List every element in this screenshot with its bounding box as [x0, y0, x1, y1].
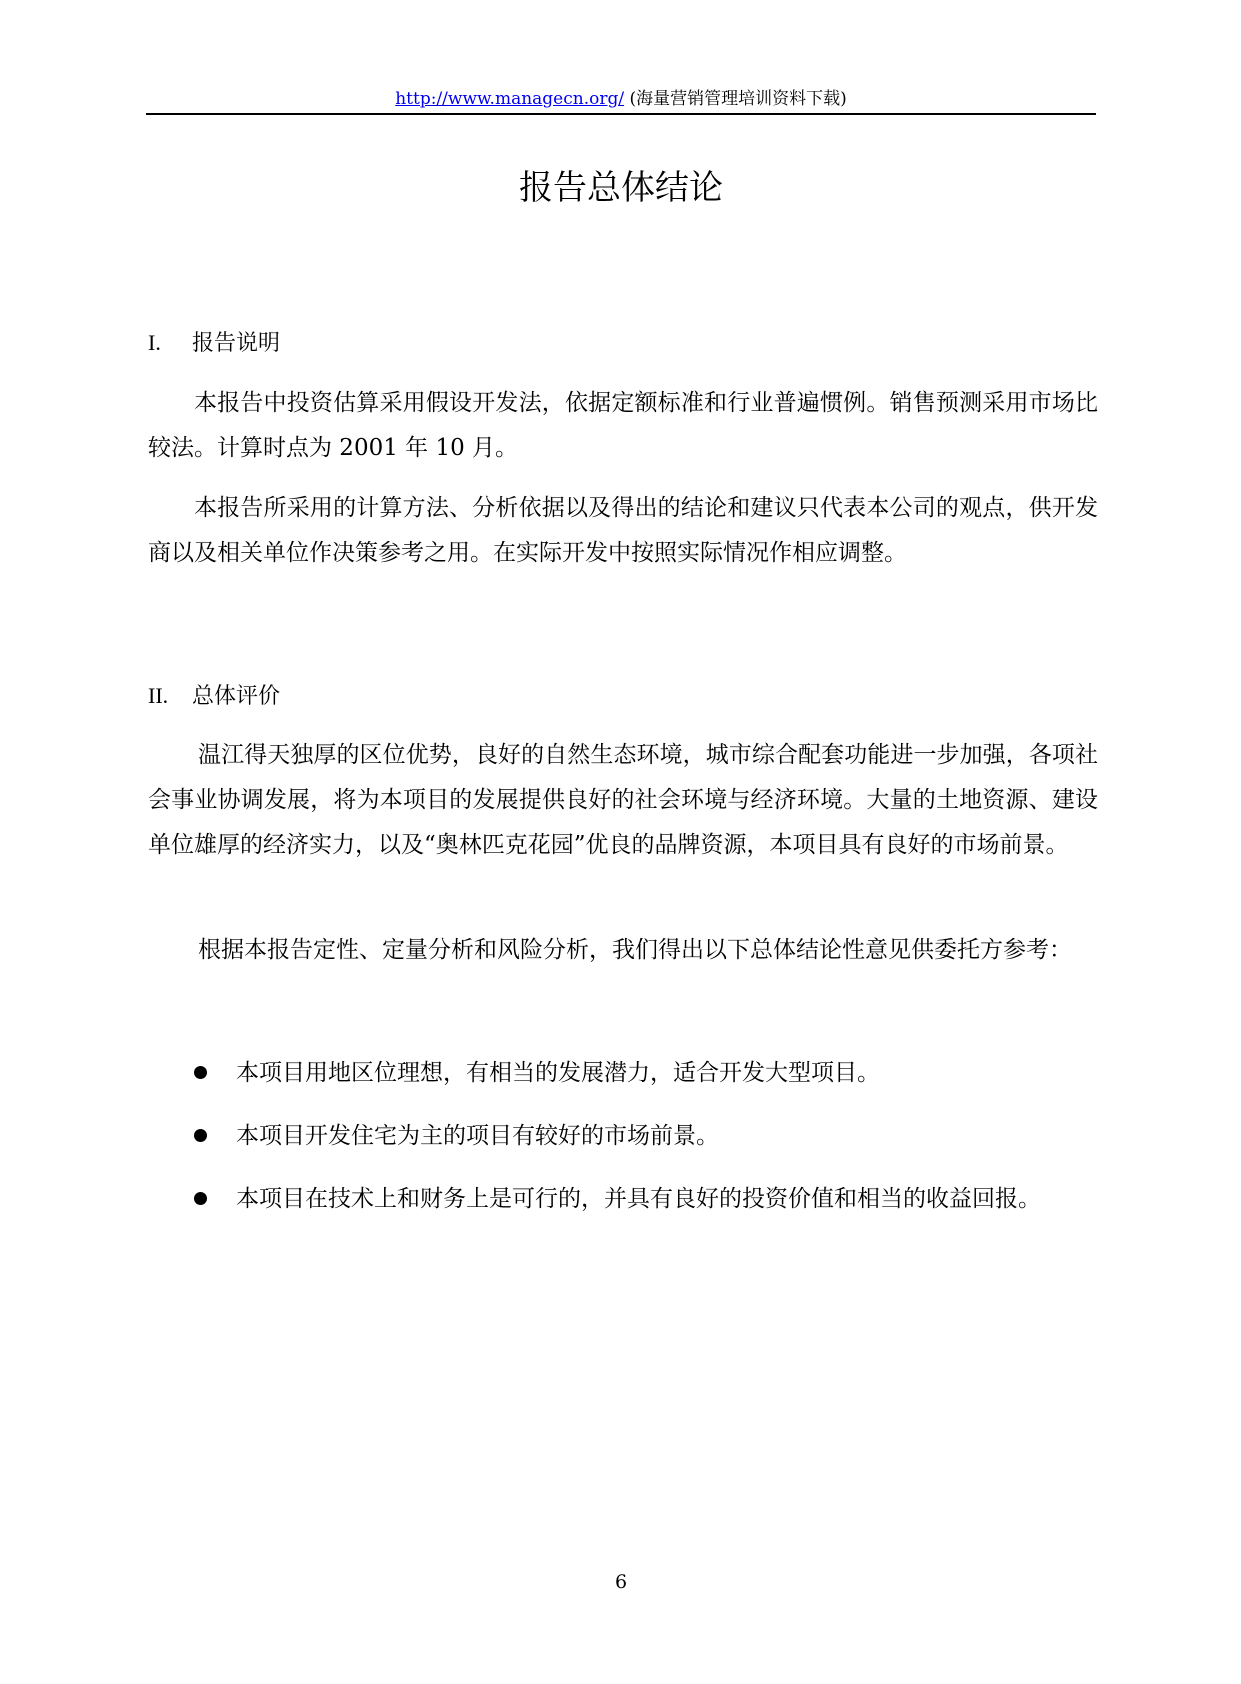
header-suffix: (海量营销管理培训资料下载) — [624, 89, 847, 109]
section-heading-1 — [148, 328, 280, 359]
page-header — [146, 88, 1096, 110]
section-title-2: 总体评价 — [192, 684, 281, 709]
header-divider — [146, 113, 1096, 115]
list-item-text: 本项目开发住宅为主的项目有较好的市场前景。 — [236, 1123, 719, 1149]
list-item — [148, 1184, 1098, 1247]
section-number-1: I. — [148, 330, 161, 355]
page-title: 报告总体结论 — [519, 168, 723, 208]
section-heading-2 — [148, 681, 280, 712]
bullet-icon — [194, 1192, 207, 1205]
bullet-icon — [194, 1066, 207, 1079]
section-1-paragraph-1: 本报告中投资估算采用假设开发法，依据定额标准和行业普遍惯例。销售预测采用市场比较法。计算时点为 2001 年 10 月。 — [148, 390, 1098, 461]
page-number: 6 — [614, 1571, 628, 1593]
list-item-text: 本项目在技术上和财务上是可行的，并具有良好的投资价值和相当的收益回报。 — [236, 1186, 1041, 1212]
section-2-paragraph-1: 温江得天独厚的区位优势，良好的自然生态环境，城市综合配套功能进一步加强，各项社会事业协调发展，将为本项目的发展提供良好的社会环境与经济环境。大量的土地资源、建设单位雄厚的经济实力，以及“奥林匹克花园”优良的品牌资源，本项目具有良好的市场前景。 — [148, 742, 1098, 858]
conclusion-list — [148, 1058, 1098, 1247]
list-item-text: 本项目用地区位理想，有相当的发展潜力，适合开发大型项目。 — [236, 1060, 880, 1086]
list-item — [148, 1121, 1098, 1184]
list-item — [148, 1058, 1098, 1121]
section-number-2: II. — [148, 683, 169, 708]
section-1-paragraph-2: 本报告所采用的计算方法、分析依据以及得出的结论和建议只代表本公司的观点，供开发商以及相关单位作决策参考之用。在实际开发中按照实际情况作相应调整。 — [148, 495, 1098, 566]
bullet-icon — [194, 1129, 207, 1142]
section-title-1: 报告说明 — [192, 331, 281, 356]
section-2-paragraph-2: 根据本报告定性、定量分析和风险分析，我们得出以下总体结论性意见供委托方参考： — [198, 937, 1072, 963]
header-link[interactable]: http://www.managecn.org/ — [395, 89, 625, 109]
